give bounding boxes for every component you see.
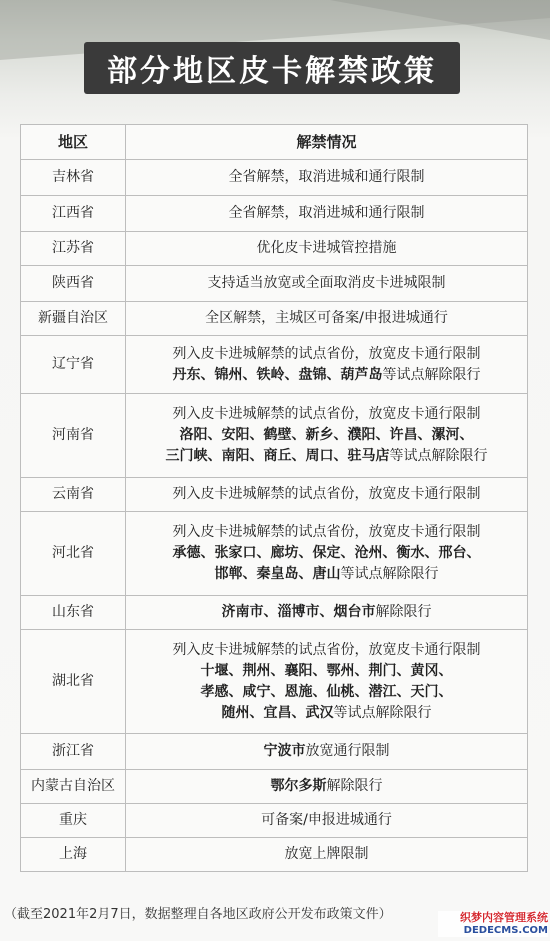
status-line [130,682,523,703]
status-line [130,844,523,865]
region-cell: 江西省 [21,196,126,232]
status-cell [126,266,528,302]
region-cell: 山东省 [21,596,126,630]
city-list: 三门峡、南阳、商丘、周口、驻马店 [165,448,390,464]
column-header-region: 地区 [21,125,126,160]
city-list: 鄂尔多斯 [270,778,327,794]
city-list: 丹东、锦州、铁岭、盘锦、葫芦岛 [172,366,383,383]
table-row [21,302,528,336]
status-line [130,522,523,543]
status-text: 等试点解除限行 [340,566,439,582]
table-row [21,394,528,478]
status-cell [126,804,528,838]
table-row [21,838,528,872]
status-cell [126,394,528,478]
region-cell: 江苏省 [21,232,126,266]
status-cell [126,838,528,872]
city-list: 承德、张家口、廊坊、保定、沧州、衡水、邢台、 [172,545,481,561]
status-text: 解除限行 [375,604,432,620]
status-cell [126,160,528,196]
region-cell: 内蒙古自治区 [21,770,126,804]
region-cell: 浙江省 [21,734,126,770]
watermark-title: 织梦内容管理系统 [438,911,548,924]
table-row [21,512,528,596]
status-line [130,602,523,623]
region-cell: 河北省 [21,512,126,596]
status-text: 放宽上牌限制 [284,846,369,862]
status-text: 全省解禁，取消进城和通行限制 [228,169,425,185]
status-text: 全区解禁，主城区可备案/申报进城通行 [205,310,448,326]
table-row [21,160,528,196]
city-list: 随州、宜昌、武汉 [221,704,334,721]
status-line [130,167,523,188]
region-cell: 重庆 [21,804,126,838]
status-line [130,484,523,505]
page-title: 部分地区皮卡解禁政策 [84,42,460,94]
status-line [130,741,523,762]
status-text: 支持适当放宽或全面取消皮卡进城限制 [207,275,446,291]
status-text: 列入皮卡进城解禁的试点省份，放宽皮卡通行限制 [172,524,481,540]
status-text: 可备案/申报进城通行 [261,812,392,828]
status-text: 列入皮卡进城解禁的试点省份，放宽皮卡通行限制 [172,486,481,502]
status-cell [126,734,528,770]
status-line [130,273,523,294]
status-cell [126,512,528,596]
region-cell: 陕西省 [21,266,126,302]
status-line [130,564,523,585]
status-cell [126,302,528,336]
status-cell [126,196,528,232]
status-cell [126,770,528,804]
status-line [130,404,523,425]
status-line [130,203,523,224]
status-line [130,703,523,724]
region-cell: 吉林省 [21,160,126,196]
table-row [21,266,528,302]
region-cell: 云南省 [21,478,126,512]
region-cell: 河南省 [21,394,126,478]
status-cell [126,478,528,512]
table-row [21,336,528,394]
status-text: 等试点解除限行 [389,448,488,464]
status-text: 列入皮卡进城解禁的试点省份，放宽皮卡通行限制 [172,406,481,422]
table-row [21,232,528,266]
table-row [21,630,528,734]
status-line [130,308,523,329]
status-text: 等试点解除限行 [382,366,481,383]
table-row [21,596,528,630]
status-line [130,810,523,831]
table-row [21,734,528,770]
status-line [130,640,523,661]
status-line [130,661,523,682]
status-cell [126,336,528,394]
table-row [21,804,528,838]
status-text: 放宽通行限制 [305,743,390,759]
footer-note: （截至2021年2月7日，数据整理自各地区政府公开发布政策文件） [4,907,392,922]
city-list: 济南市、淄博市、烟台市 [221,604,376,620]
city-list: 洛阳、安阳、鹤壁、新乡、濮阳、许昌、漯河、 [179,427,474,443]
status-text: 解除限行 [326,778,383,794]
table-body [21,160,528,872]
watermark-url: DEDECMS.COM [438,924,548,937]
status-line [130,425,523,446]
status-line [130,344,523,365]
policy-table [20,124,528,872]
status-line [130,776,523,797]
city-list: 孝感、咸宁、恩施、仙桃、潜江、天门、 [200,683,453,700]
watermark-logo [438,911,548,937]
status-cell [126,232,528,266]
region-cell: 上海 [21,838,126,872]
status-text: 等试点解除限行 [333,704,432,721]
region-cell: 新疆自治区 [21,302,126,336]
status-cell [126,630,528,734]
column-header-status: 解禁情况 [126,125,528,160]
status-line [130,238,523,259]
status-text: 列入皮卡进城解禁的试点省份，放宽皮卡通行限制 [172,345,481,362]
table-row [21,770,528,804]
status-cell [126,596,528,630]
status-line [130,446,523,467]
city-list: 十堰、荆州、襄阳、鄂州、荆门、黄冈、 [200,662,453,679]
city-list: 邯郸、秦皇岛、唐山 [214,566,341,582]
status-line [130,365,523,386]
city-list: 宁波市 [263,743,306,759]
region-cell: 湖北省 [21,630,126,734]
table-header-row [21,125,528,160]
region-cell: 辽宁省 [21,336,126,394]
status-text: 列入皮卡进城解禁的试点省份，放宽皮卡通行限制 [172,641,481,658]
status-line [130,543,523,564]
table-row [21,196,528,232]
status-text: 全省解禁，取消进城和通行限制 [228,205,425,221]
table-row [21,478,528,512]
status-text: 优化皮卡进城管控措施 [256,240,397,256]
